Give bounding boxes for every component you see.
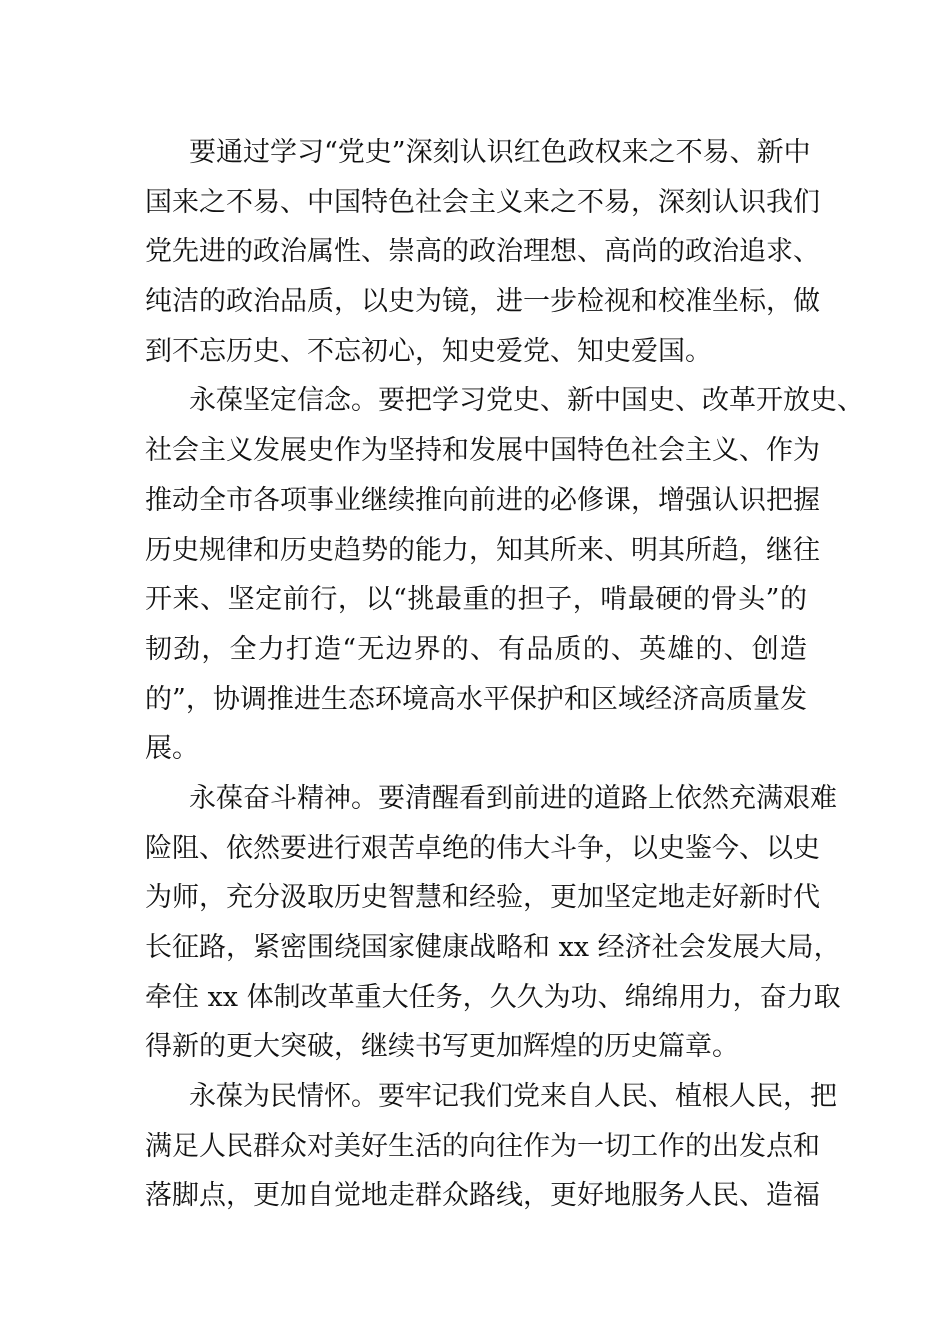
text-line: 要通过学习“党史”深刻认识红色政权来之不易、新中 (189, 137, 811, 168)
text-line: 永葆奋斗精神。要清醒看到前进的道路上依然充满艰难 (189, 782, 837, 814)
text-line: 长征路，紧密围绕国家健康战略和 xx 经济社会发展大局， (145, 932, 841, 963)
text-line: 纯洁的政治品质，以史为镜，进一步检视和校准坐标，做 (145, 286, 820, 318)
text-line: 展。 (145, 733, 199, 765)
text-line: 满足人民群众对美好生活的向往作为一切工作的出发点和 (145, 1130, 820, 1162)
text-line: 落脚点，更加自觉地走群众路线，更好地服务人民、造福 (145, 1180, 820, 1212)
paragraph-striving-spirit (145, 774, 841, 1072)
text-line: 开来、坚定前行，以“挑最重的担子，啃最硬的骨头”的 (145, 584, 807, 616)
paragraph-party-history (145, 128, 820, 376)
text-line: 社会主义发展史作为坚持和发展中国特色社会主义、作为 (145, 435, 820, 467)
text-line: 国来之不易、中国特色社会主义来之不易，深刻认识我们 (145, 186, 820, 218)
text-line: 韧劲，全力打造“无边界的、有品质的、英雄的、创造 (145, 633, 807, 665)
text-line: 的”，协调推进生态环境高水平保护和区域经济高质量发 (145, 683, 807, 715)
text-line: 推动全市各项事业继续推向前进的必修课，增强认识把握 (145, 484, 820, 516)
text-line: 历史规律和历史趋势的能力，知其所来、明其所趋，继往 (145, 534, 820, 566)
text-line: 险阻、依然要进行艰苦卓绝的伟大斗争，以史鉴今、以史 (145, 832, 820, 864)
paragraph-firm-belief (145, 376, 864, 774)
document-body (145, 128, 864, 1221)
text-line: 到不忘历史、不忘初心，知史爱党、知史爱国。 (145, 335, 712, 367)
text-line: 永葆坚定信念。要把学习党史、新中国史、改革开放史、 (189, 385, 864, 417)
text-line: 牵住 xx 体制改革重大任务，久久为功、绵绵用力，奋力取 (145, 981, 841, 1013)
text-line: 得新的更大突破，继续书写更加辉煌的历史篇章。 (145, 1031, 739, 1063)
text-line: 永葆为民情怀。要牢记我们党来自人民、植根人民，把 (189, 1081, 837, 1113)
paragraph-people-sentiment (145, 1072, 837, 1221)
text-line: 党先进的政治属性、崇高的政治理想、高尚的政治追求、 (145, 236, 820, 268)
text-line: 为师，充分汲取历史智慧和经验，更加坚定地走好新时代 (145, 882, 820, 914)
